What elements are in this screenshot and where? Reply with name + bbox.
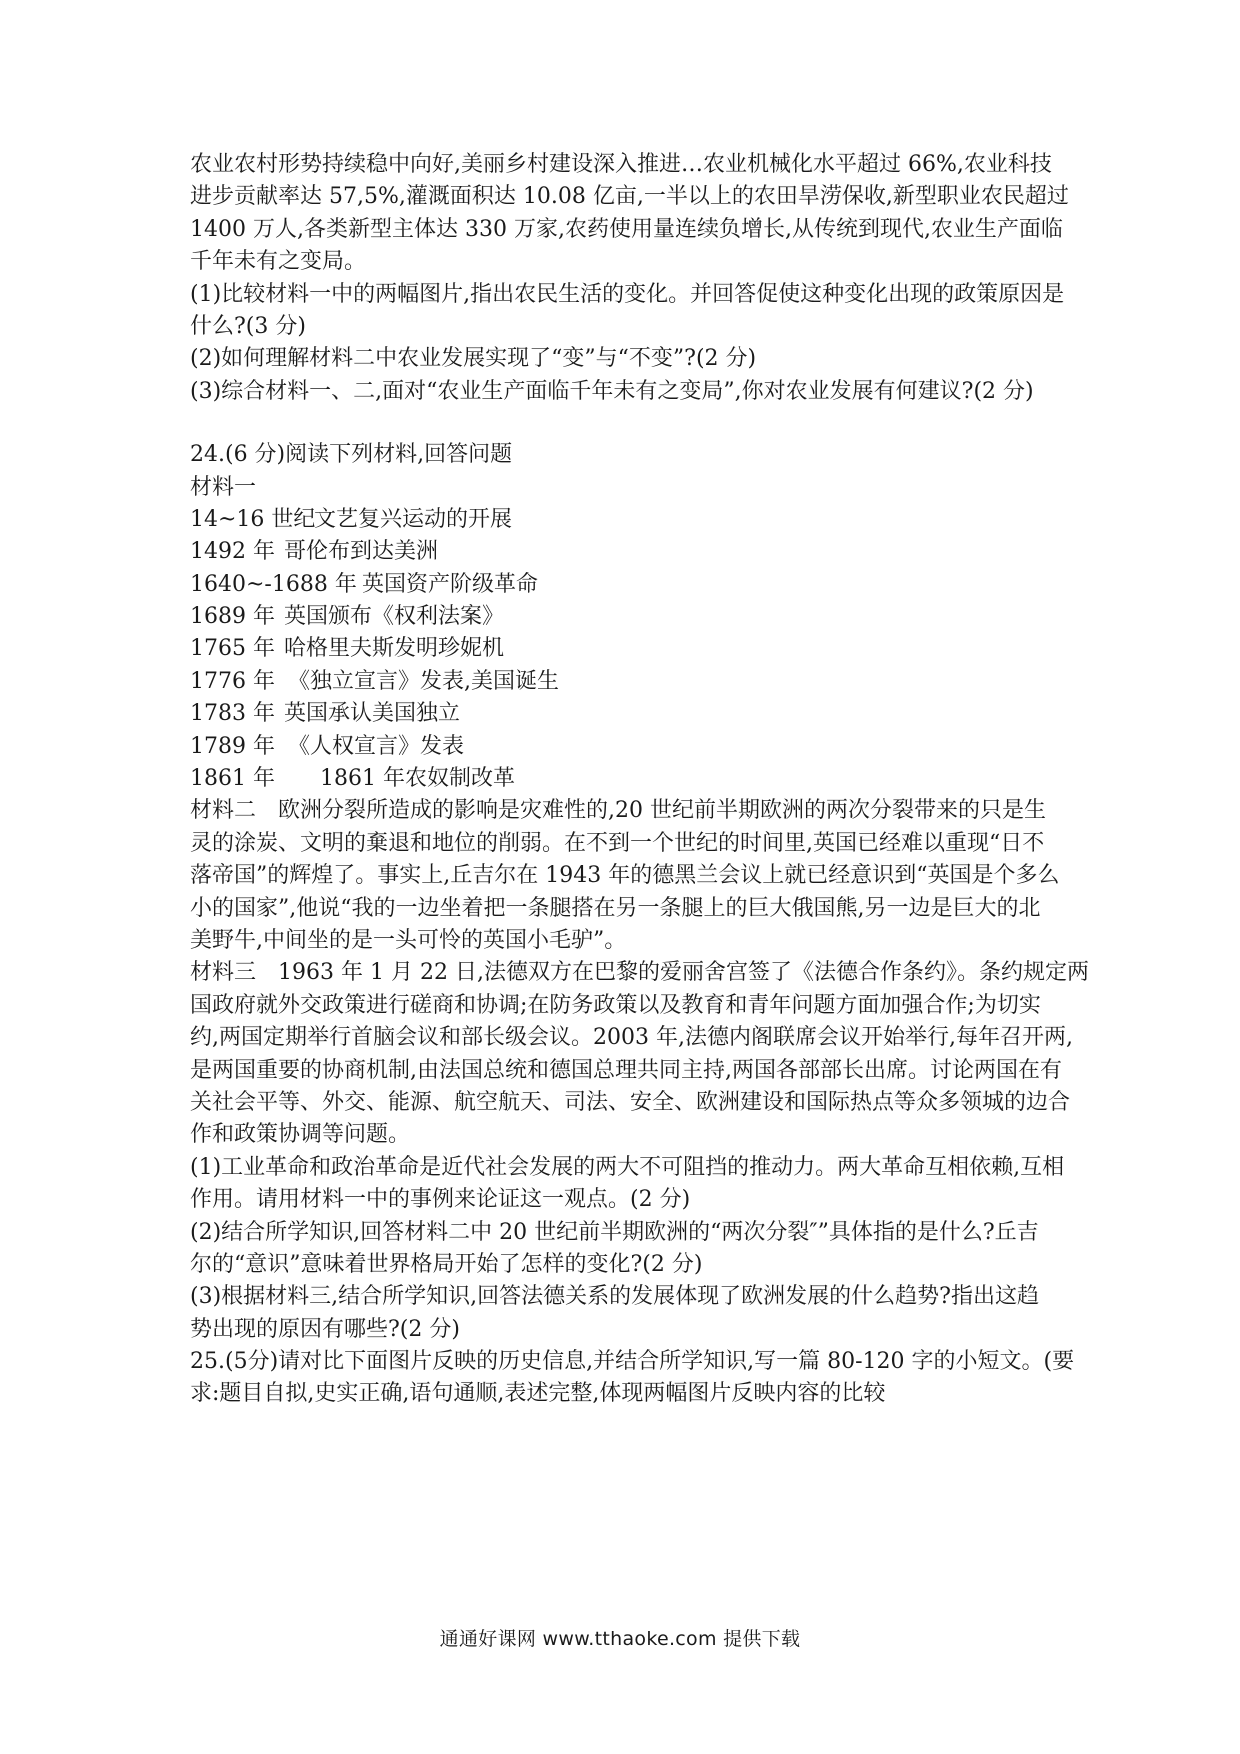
- paragraph-line: 小的国家”,他说“我的一边坐着把一条腿搭在另一条腿上的巨大俄国熊,另一边是巨大的北: [190, 895, 1041, 921]
- paragraph-line: 关社会平等、外交、能源、航空航天、司法、安全、欧洲建设和国际热点等众多领城的边合: [190, 1089, 1071, 1115]
- timeline-row: [190, 731, 1060, 763]
- sub-question-line: (2)如何理解材料二中农业发展实现了“变”与“不变”?(2 分): [190, 346, 757, 372]
- timeline-row: [190, 536, 1060, 568]
- timeline-year: 1861 年: [190, 766, 275, 792]
- sub-question-line: (1)工业革命和政治革命是近代社会发展的两大不可阻挡的推动力。两大革命互相依赖,互相: [190, 1154, 1065, 1180]
- timeline-event: 英国颁布《权利法案》: [284, 604, 505, 630]
- timeline-row: [190, 763, 1060, 795]
- timeline-year: 1765 年: [190, 636, 275, 662]
- paragraph-line: 材料二 欧洲分裂所造成的影响是灾难性的,20 世纪前半期欧洲的两次分裂带来的只是生: [190, 798, 1046, 824]
- paragraph-line: 1400 万人,各类新型主体达 330 万家,农药使用量连续负增长,从传统到现代,农业生产面临: [190, 216, 1063, 242]
- paragraph-line: 千年未有之变局。: [190, 249, 367, 275]
- sub-question-line: 尔的“意识”意味着世界格局开始了怎样的变化?(2 分): [190, 1251, 703, 1277]
- timeline: [190, 504, 1060, 796]
- timeline-year: 14~16 世纪: [190, 506, 316, 532]
- question-heading: 25.(5分)请对比下面图片反映的历史信息,并结合所学知识,写一篇 80-120 字的小短文。(要: [190, 1349, 1075, 1375]
- sub-question-line: 作用。请用材料一中的事例来论证这一观点。(2 分): [190, 1187, 691, 1213]
- material-2: [190, 795, 1060, 957]
- sub-question-line: (2)结合所学知识,回答材料二中 20 世纪前半期欧洲的“两次分裂″”具体指的是什么?丘吉: [190, 1219, 1039, 1245]
- paragraph-line: 农业农村形势持续稳中向好,美丽乡村建设深入推进…农业机械化水平超过 66%,农业科技: [190, 152, 1052, 177]
- timeline-event: 哈格里夫斯发明珍妮机: [284, 636, 505, 662]
- timeline-event: 英国资产阶级革命: [362, 571, 539, 597]
- paragraph-line: 美野牛,中间坐的是一头可怜的英国小毛驴”。: [190, 927, 627, 953]
- timeline-year: 1783 年: [190, 701, 275, 727]
- timeline-event: 《独立宣言》发表,美国诞生: [288, 668, 559, 694]
- timeline-event: 哥伦布到达美洲: [284, 539, 439, 565]
- material-label: 材料一: [190, 474, 257, 500]
- timeline-row: [190, 633, 1060, 665]
- paragraph-line: 求:题目自拟,史实正确,语句通顺,表述完整,体现两幅图片反映内容的比较: [190, 1381, 886, 1407]
- document-content: [190, 149, 1089, 1411]
- timeline-row: [190, 698, 1060, 730]
- timeline-row: [190, 569, 1060, 601]
- question-heading: 24.(6 分)阅读下列材料,回答问题: [190, 442, 513, 468]
- paragraph-line: 作和政策协调等问题。: [190, 1122, 411, 1148]
- timeline-year: 1776 年: [190, 668, 275, 694]
- sub-question-line: 什么?(3 分): [190, 313, 306, 339]
- timeline-year: 1689 年: [190, 604, 275, 630]
- timeline-event: 1861 年农奴制改革: [320, 766, 515, 792]
- paragraph-line: 灵的涂炭、文明的棄退和地位的削弱。在不到一个世纪的时间里,英国已经难以重现“日不: [190, 830, 1045, 856]
- paragraph-line: 是两国重要的协商机制,由法国总统和德国总理共同主持,两国各部部长出席。讨论两国在有: [190, 1057, 1062, 1083]
- paragraph-line: 材料三 1963 年 1 月 22 日,法德双方在巴黎的爱丽舍宫签了《法德合作条约》。条约规定两: [190, 960, 1089, 986]
- question-24-subquestions: [190, 1152, 1065, 1346]
- timeline-year: 1640~-1688 年: [190, 571, 357, 597]
- question-23-block: [190, 149, 1069, 408]
- spacer: [190, 408, 1060, 439]
- sub-question-line: (1)比较材料一中的两幅图片,指出农民生活的变化。并回答促使这种变化出现的政策原因是: [190, 281, 1065, 307]
- timeline-row: [190, 504, 1060, 536]
- timeline-event: 文艺复兴运动的开展: [314, 506, 513, 532]
- timeline-row: [190, 666, 1060, 698]
- timeline-event: 英国承认美国独立: [284, 701, 461, 727]
- paragraph-line: 落帝国”的辉煌了。事实上,丘吉尔在 1943 年的德黑兰会议上就已经意识到“英国是个多么: [190, 863, 1060, 889]
- timeline-year: 1789 年: [190, 733, 275, 759]
- sub-question-line: 势出现的原因有哪些?(2 分): [190, 1316, 460, 1342]
- paragraph-line: 国政府就外交政策进行磋商和协调;在防务政策以及教育和青年问题方面加强合作;为切实: [190, 992, 1041, 1018]
- timeline-year: 1492 年: [190, 539, 275, 565]
- paragraph-line: 约,两国定期举行首脑会议和部长级会议。2003 年,法德内阁联席会议开始举行,每年召开两,: [190, 1025, 1073, 1051]
- question-24-block: [190, 439, 1089, 1346]
- paragraph-line: 进步贡献率达 57,5%,灌溉面积达 10.08 亿亩,一半以上的农田旱涝保收,新型职业农民超过: [190, 184, 1069, 210]
- timeline-row: [190, 601, 1060, 633]
- question-25-block: [190, 1346, 1075, 1411]
- sub-question-line: (3)综合材料一、二,面对“农业生产面临千年未有之变局”,你对农业发展有何建议?(2 分): [190, 378, 1034, 404]
- material-3: [190, 957, 1089, 1151]
- page-footer: 通通好课网 www.tthaoke.com 提供下载: [439, 1628, 801, 1650]
- sub-question-line: (3)根据材料三,结合所学知识,回答法德关系的发展体现了欧洲发展的什么趋势?指出这趋: [190, 1284, 1039, 1310]
- timeline-event: 《人权宣言》发表: [288, 733, 465, 759]
